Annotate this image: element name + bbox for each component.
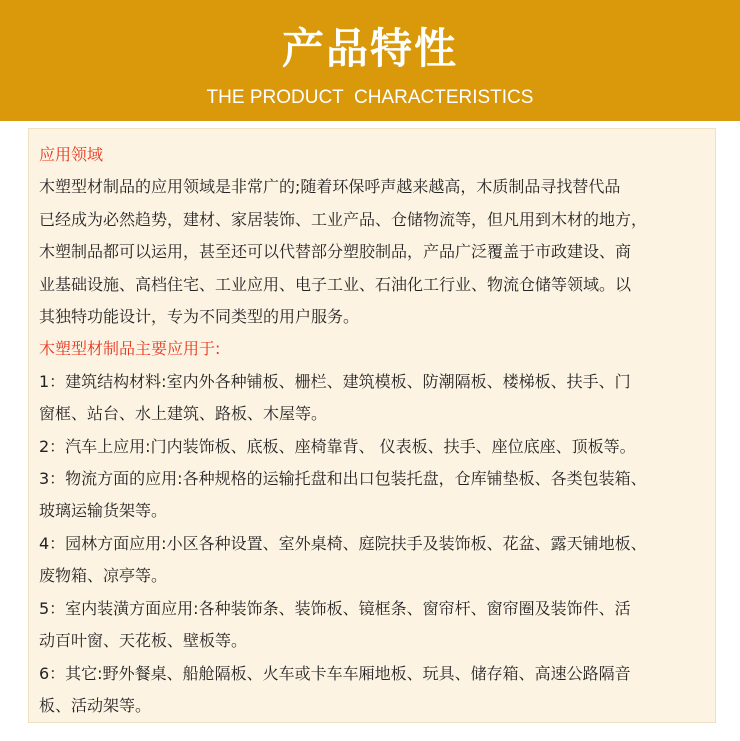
content-panel: [28, 128, 716, 723]
use-item-line: 6：其它:野外餐桌、船舱隔板、火车或卡车车厢地板、玩具、储存箱、高速公路隔音: [39, 663, 631, 683]
use-item-line: 玻璃运输货架等。: [39, 501, 168, 521]
intro-line: 木塑制品都可以运用，甚至还可以代替部分塑胶制品，产品广泛覆盖于市政建设、商: [39, 242, 632, 262]
use-item-line: 动百叶窗、天花板、壁板等。: [39, 631, 248, 651]
use-item-line: 5：室内装潢方面应用:各种装饰条、装饰板、镜框条、窗帘杆、窗帘圈及装饰件、活: [39, 598, 631, 618]
use-item-line: 废物箱、凉亭等。: [39, 566, 168, 586]
intro-line: 业基础设施、高档住宅、工业应用、电子工业、石油化工行业、物流仓储等领域。以: [39, 274, 632, 294]
page-title: 产品特性: [281, 24, 458, 73]
header-banner: [0, 0, 740, 121]
intro-line: 已经成为必然趋势，建材、家居装饰、工业产品、仓储物流等，但凡用到木材的地方，: [39, 209, 648, 229]
use-item-line: 3：物流方面的应用:各种规格的运输托盘和出口包装托盘，仓库铺垫板、各类包装箱、: [39, 469, 647, 489]
use-item-line: 1：建筑结构材料:室内外各种铺板、栅栏、建筑模板、防潮隔板、楼梯板、扶手、门: [39, 371, 631, 391]
intro-line: 其独特功能设计，专为不同类型的用户服务。: [39, 307, 360, 327]
use-item-line: 板、活动架等。: [39, 695, 152, 715]
section-heading-main-uses: 木塑型材制品主要应用于:: [39, 339, 221, 359]
section-heading-application-fields: 应用领域: [39, 145, 104, 164]
use-item-line: 窗框、站台、水上建筑、路板、木屋等。: [39, 404, 328, 424]
content-text: [39, 139, 715, 722]
page-subtitle: THE PRODUCT CHARACTERISTICS: [206, 87, 534, 108]
intro-line: 木塑型材制品的应用领域是非常广的;随着环保呼声越来越高，木质制品寻找替代品: [39, 177, 621, 197]
use-item-line: 2：汽车上应用:门内装饰板、底板、座椅靠背、 仪表板、扶手、座位底座、顶板等。: [39, 436, 636, 456]
use-item-line: 4：园林方面应用:小区各种设置、室外桌椅、庭院扶手及装饰板、花盆、露天铺地板、: [39, 533, 647, 553]
